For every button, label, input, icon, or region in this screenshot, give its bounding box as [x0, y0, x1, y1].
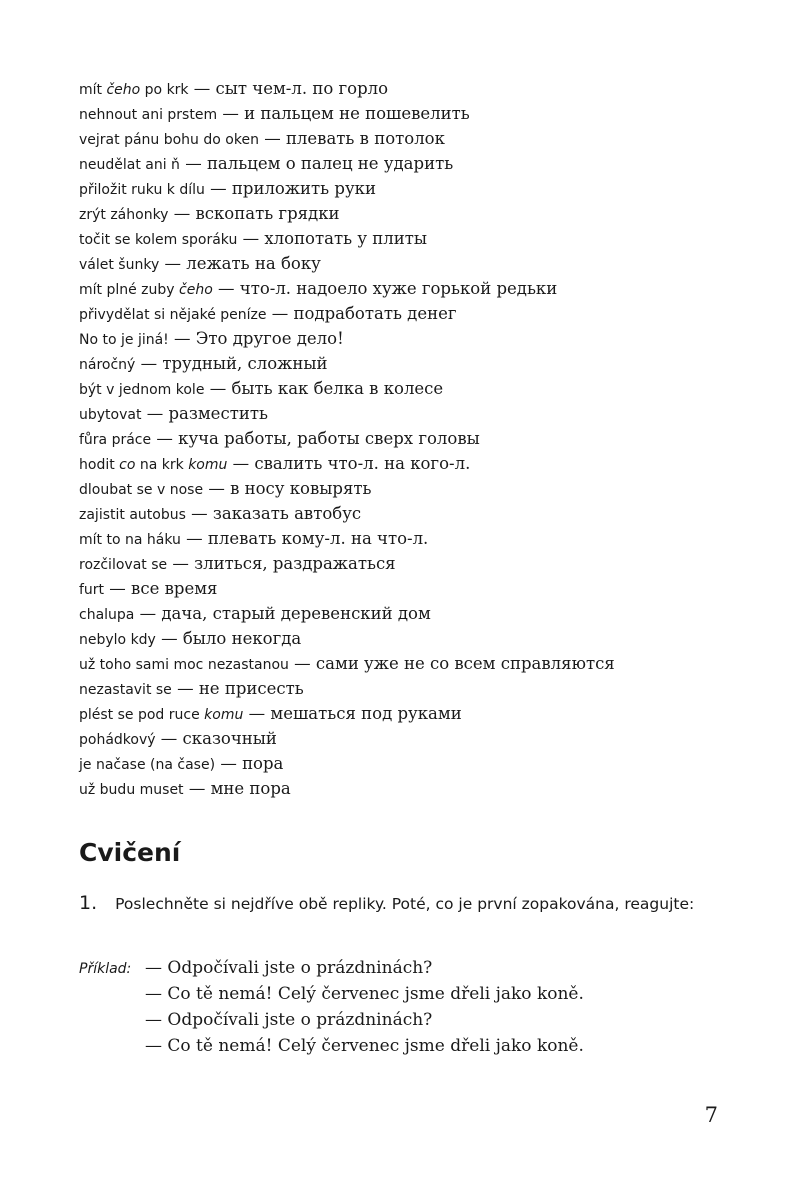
russian-translation: Это другое дело! — [195, 329, 344, 348]
example-block — [79, 955, 779, 1059]
exercise-instruction: Poslechněte si nejdříve obě repliky. Poté, co je první zopakována, reagujte: — [115, 895, 695, 913]
russian-translation: разместить — [168, 404, 268, 423]
example-label: Příklad: — [79, 961, 132, 977]
example-line-text: — Odpočívali jste o prázdninách? — [145, 958, 433, 978]
separator-dash: — — [210, 179, 227, 198]
russian-translation: мешаться под руками — [270, 704, 462, 723]
separator-dash: — — [109, 579, 126, 598]
czech-term: už budu muset — [79, 782, 184, 798]
separator-dash: — — [156, 429, 173, 448]
russian-translation: быть как белка в колесе — [231, 379, 444, 398]
separator-dash: — — [146, 404, 164, 423]
vocab-entry — [79, 601, 769, 626]
section-heading: Cvičení — [79, 838, 181, 867]
separator-dash: — — [161, 629, 178, 648]
czech-term: mít to na háku — [79, 532, 181, 548]
example-line — [79, 955, 779, 981]
vocab-entry — [79, 151, 769, 176]
separator-dash: — — [188, 779, 206, 798]
example-line-text: — Co tě nemá! Celý červenec jsme dřeli jako koně. — [145, 984, 584, 1004]
separator-dash: — — [172, 554, 189, 573]
vocab-entry — [79, 76, 769, 101]
exercise-1 — [79, 890, 719, 918]
czech-term: fůra práce — [79, 432, 152, 448]
separator-dash: — — [220, 754, 237, 773]
russian-translation: в носу ковырять — [230, 479, 372, 498]
czech-term: válet šunky — [79, 257, 160, 273]
vocab-entry — [79, 476, 769, 501]
example-line — [79, 1033, 779, 1059]
vocab-entry — [79, 526, 769, 551]
vocab-entry — [79, 751, 769, 776]
russian-translation: вскопать грядки — [195, 204, 340, 223]
czech-term: mít plné zuby čeho — [79, 282, 213, 298]
vocab-entry — [79, 776, 769, 801]
vocab-entry — [79, 126, 769, 151]
vocab-entry — [79, 201, 769, 226]
exercise-number: 1. — [79, 892, 98, 914]
czech-term: mít čeho po krk — [79, 82, 189, 98]
vocab-entry — [79, 326, 769, 351]
russian-translation: трудный, сложный — [162, 354, 328, 373]
russian-translation: сыт чем-л. по горло — [215, 79, 389, 98]
czech-term: nehnout ani prstem — [79, 107, 218, 123]
czech-term: neudělat ani ň — [79, 157, 180, 173]
separator-dash: — — [186, 529, 203, 548]
separator-dash: — — [185, 154, 202, 173]
vocab-entry — [79, 301, 769, 326]
vocab-entry — [79, 276, 769, 301]
separator-dash: — — [208, 479, 225, 498]
russian-translation: было некогда — [182, 629, 302, 648]
separator-dash: — — [173, 204, 191, 223]
separator-dash: — — [222, 104, 239, 123]
russian-translation: дача, старый деревенский дом — [161, 604, 431, 623]
czech-term: No to je jiná! — [79, 332, 169, 348]
separator-dash: — — [139, 604, 157, 623]
vocab-entry — [79, 576, 769, 601]
separator-dash: — — [264, 129, 281, 148]
czech-term: hodit co na krk komu — [79, 457, 228, 473]
russian-translation: не присесть — [198, 679, 304, 698]
russian-translation: все время — [131, 579, 218, 598]
separator-dash: — — [174, 329, 191, 348]
vocab-entry — [79, 251, 769, 276]
russian-translation: сказочный — [182, 729, 277, 748]
separator-dash: — — [271, 304, 289, 323]
vocab-entry — [79, 376, 769, 401]
russian-translation: свалить что-л. на кого-л. — [254, 454, 471, 473]
separator-dash: — — [209, 379, 227, 398]
russian-translation: пора — [242, 754, 284, 773]
separator-dash: — — [218, 279, 235, 298]
separator-dash: — — [160, 729, 178, 748]
czech-term: nebylo kdy — [79, 632, 156, 648]
czech-term: je načase (na čase) — [79, 757, 216, 773]
example-line — [79, 1007, 779, 1033]
vocab-entry — [79, 226, 769, 251]
page-number: 7 — [704, 1103, 718, 1127]
vocab-entry — [79, 451, 769, 476]
czech-term: už toho sami moc nezastanou — [79, 657, 289, 673]
czech-term: náročný — [79, 357, 136, 373]
russian-translation: злиться, раздражаться — [194, 554, 396, 573]
vocab-entry — [79, 501, 769, 526]
russian-translation: подработать денег — [293, 304, 457, 323]
vocabulary-list — [79, 76, 769, 801]
russian-translation: сами уже не со всем справляются — [315, 654, 615, 673]
czech-term: přivydělat si nějaké peníze — [79, 307, 267, 323]
czech-term: být v jednom kole — [79, 382, 205, 398]
separator-dash: — — [248, 704, 266, 723]
russian-translation: мне пора — [210, 779, 291, 798]
vocab-entry — [79, 551, 769, 576]
vocab-entry — [79, 626, 769, 651]
czech-term: zajistit autobus — [79, 507, 186, 523]
example-line-text: — Co tě nemá! Celý červenec jsme dřeli jako koně. — [145, 1036, 584, 1056]
russian-translation: и пальцем не пошевелить — [244, 104, 470, 123]
russian-translation: плевать кому-л. на что-л. — [207, 529, 429, 548]
czech-term: rozčilovat se — [79, 557, 168, 573]
separator-dash: — — [294, 654, 311, 673]
czech-term: nezastavit se — [79, 682, 172, 698]
vocab-entry — [79, 726, 769, 751]
czech-term: ubytovat — [79, 407, 142, 423]
vocab-entry — [79, 401, 769, 426]
russian-translation: что-л. надоело хуже горькой редьки — [239, 279, 558, 298]
russian-translation: плевать в потолок — [285, 129, 445, 148]
russian-translation: куча работы, работы сверх головы — [178, 429, 480, 448]
separator-dash: — — [193, 79, 211, 98]
vocab-entry — [79, 651, 769, 676]
russian-translation: пальцем о палец не ударить — [206, 154, 454, 173]
russian-translation: лежать на боку — [186, 254, 321, 273]
separator-dash: — — [177, 679, 194, 698]
vocab-entry — [79, 676, 769, 701]
vocab-entry — [79, 701, 769, 726]
russian-translation: заказать автобус — [212, 504, 362, 523]
czech-term: pohádkový — [79, 732, 156, 748]
separator-dash: — — [242, 229, 260, 248]
example-line — [79, 981, 779, 1007]
czech-term: vejrat pánu bohu do oken — [79, 132, 259, 148]
separator-dash: — — [191, 504, 208, 523]
example-line-text: — Odpočívali jste o prázdninách? — [145, 1010, 433, 1030]
separator-dash: — — [164, 254, 181, 273]
czech-term: plést se pod ruce komu — [79, 707, 244, 723]
separator-dash: — — [232, 454, 250, 473]
czech-term: zrýt záhonky — [79, 207, 169, 223]
czech-term: chalupa — [79, 607, 135, 623]
vocab-entry — [79, 101, 769, 126]
separator-dash: — — [140, 354, 158, 373]
czech-term: dloubat se v nose — [79, 482, 204, 498]
vocab-entry — [79, 351, 769, 376]
czech-term: přiložit ruku k dílu — [79, 182, 205, 198]
vocab-entry — [79, 176, 769, 201]
vocab-entry — [79, 426, 769, 451]
russian-translation: приложить руки — [231, 179, 376, 198]
czech-term: točit se kolem sporáku — [79, 232, 238, 248]
russian-translation: хлопотать у плиты — [264, 229, 428, 248]
czech-term: furt — [79, 582, 105, 598]
